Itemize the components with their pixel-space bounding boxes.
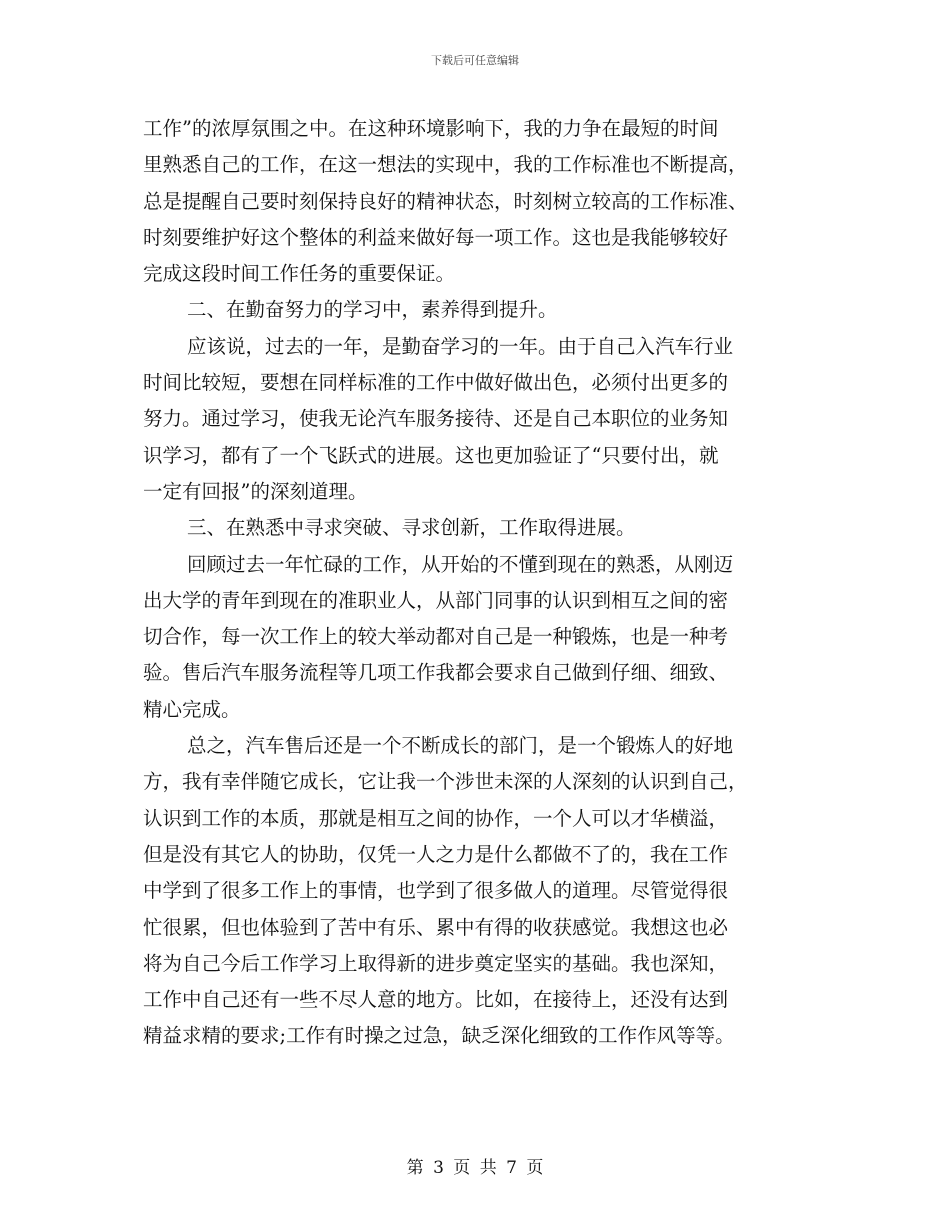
text-line: 一定有回报”的深刻道理。: [143, 479, 368, 503]
text-line: 应该说，过去的一年，是勤奋学习的一年。由于自己入汽车行业: [187, 334, 734, 358]
text-line: 切合作，每一次工作上的较大举动都对自己是一种锻炼，也是一种考: [143, 625, 729, 649]
text-line: 认识到工作的本质，那就是相互之间的协作，一个人可以才华横溢，: [143, 806, 729, 830]
text-line: 出大学的青年到现在的准职业人，从部门同事的认识到相互之间的密: [143, 588, 729, 612]
text-line: 中学到了很多工作上的事情，也学到了很多做人的道理。尽管觉得很: [143, 879, 729, 903]
text-line: 二、在勤奋努力的学习中，素养得到提升。: [187, 298, 558, 322]
text-line: 验。售后汽车服务流程等几项工作我都会要求自己做到仔细、细致、: [143, 661, 729, 685]
text-line: 精心完成。: [143, 697, 241, 721]
text-line: 回顾过去一年忙碌的工作，从开始的不懂到现在的熟悉，从刚迈: [187, 552, 734, 576]
text-line: 精益求精的要求;工作有时操之过急，缺乏深化细致的工作作风等等。: [143, 1024, 735, 1048]
page-header: 下载后可任意编辑: [431, 54, 519, 67]
text-line: 但是没有其它人的协助，仅凭一人之力是什么都做不了的，我在工作: [143, 842, 729, 866]
text-line: 忙很累，但也体验到了苦中有乐、累中有得的收获感觉。我想这也必: [143, 915, 729, 939]
text-line: 时间比较短，要想在同样标准的工作中做好做出色，必须付出更多的: [143, 371, 729, 395]
text-line: 识学习，都有了一个飞跃式的进展。这也更加验证了“只要付出，就: [143, 443, 719, 467]
text-line: 三、在熟悉中寻求突破、寻求创新，工作取得进展。: [187, 516, 636, 540]
text-line: 总之，汽车售后还是一个不断成长的部门，是一个锻炼人的好地: [187, 734, 734, 758]
text-line: 完成这段时间工作任务的重要保证。: [143, 262, 456, 286]
page-footer: 第 3 页 共 7 页: [406, 1158, 544, 1178]
text-line: 努力。通过学习，使我无论汽车服务接待、还是自己本职位的业务知: [143, 407, 729, 431]
text-line: 方，我有幸伴随它成长，它让我一个涉世未深的人深刻的认识到自己，: [143, 770, 748, 794]
text-line: 工作”的浓厚氛围之中。在这种环境影响下，我的力争在最短的时间: [143, 117, 719, 140]
text-line: 将为自己今后工作学习上取得新的进步奠定坚实的基础。我也深知，: [143, 951, 729, 975]
text-line: 工作中自己还有一些不尽人意的地方。比如，在接待上，还没有达到: [143, 988, 729, 1012]
text-line: 时刻要维护好这个整体的利益来做好每一项工作。这也是我能够较好: [143, 225, 729, 249]
body-text: [143, 111, 807, 1055]
text-line: 总是提醒自己要时刻保持良好的精神状态，时刻树立较高的工作标准、: [143, 189, 748, 213]
text-line: 里熟悉自己的工作，在这一想法的实现中，我的工作标准也不断提高，: [143, 153, 748, 177]
